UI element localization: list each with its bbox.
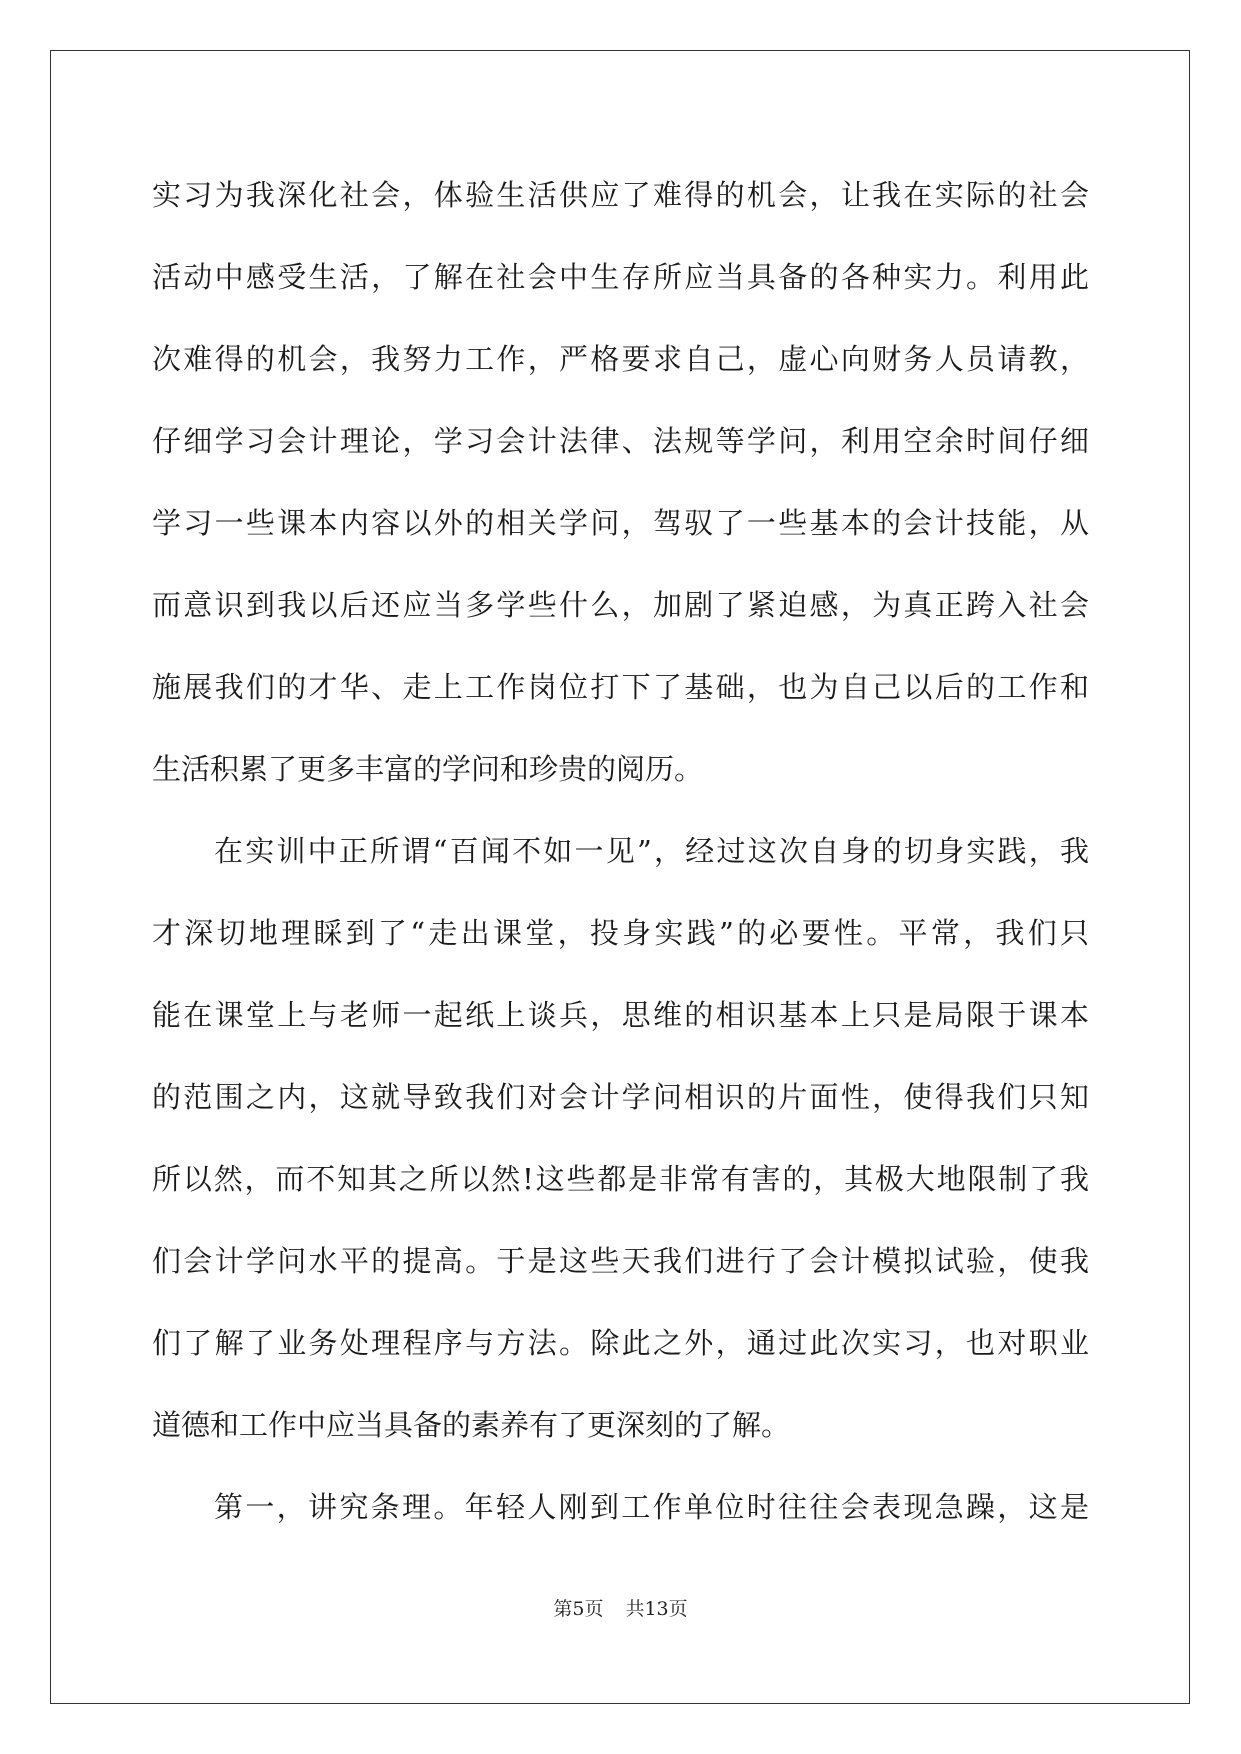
text-line: 能在课堂上与老师一起纸上谈兵，思维的相识基本上只是局限于课本 bbox=[152, 998, 1089, 1032]
text-line: 们了解了业务处理程序与方法。除此之外，通过此次实习，也对职业 bbox=[152, 1326, 1089, 1360]
text-line: 道德和工作中应当具备的素养有了更深刻的了解。 bbox=[152, 1408, 791, 1442]
page-total: 共13页 bbox=[625, 1598, 688, 1620]
text-line: 学习一些课本内容以外的相关学问，驾驭了一些基本的会计技能，从 bbox=[152, 506, 1089, 540]
paragraph-first-line: 在实训中正所谓“百闻不如一见”，经过这次自身的切身实践，我 bbox=[214, 834, 1089, 868]
paragraph-first-line: 第一，讲究条理。年轻人刚到工作单位时往往会表现急躁，这是 bbox=[214, 1490, 1089, 1524]
text-line: 活动中感受生活，了解在社会中生存所应当具备的各种实力。利用此 bbox=[152, 260, 1089, 294]
text-line: 所以然，而不知其之所以然!这些都是非常有害的，其极大地限制了我 bbox=[152, 1162, 1089, 1196]
text-line: 实习为我深化社会，体验生活供应了难得的机会，让我在实际的社会 bbox=[152, 178, 1089, 212]
text-line: 们会计学问水平的提高。于是这些天我们进行了会计模拟试验，使我 bbox=[152, 1244, 1089, 1278]
page-footer bbox=[0, 1594, 1241, 1621]
text-line: 的范围之内，这就导致我们对会计学问相识的片面性，使得我们只知 bbox=[152, 1080, 1089, 1114]
text-line: 次难得的机会，我努力工作，严格要求自己，虚心向财务人员请教， bbox=[152, 342, 1089, 376]
page-number: 第5页 bbox=[553, 1598, 604, 1620]
text-line: 施展我们的才华、走上工作岗位打下了基础，也为自己以后的工作和 bbox=[152, 670, 1089, 704]
document-body bbox=[152, 154, 1089, 1548]
text-line: 才深切地理睬到了“走出课堂，投身实践”的必要性。平常，我们只 bbox=[152, 916, 1089, 950]
text-line: 仔细学习会计理论，学习会计法律、法规等学问，利用空余时间仔细 bbox=[152, 424, 1089, 458]
text-line: 生活积累了更多丰富的学问和珍贵的阅历。 bbox=[152, 752, 704, 786]
text-line: 而意识到我以后还应当多学些什么，加剧了紧迫感，为真正跨入社会 bbox=[152, 588, 1089, 622]
